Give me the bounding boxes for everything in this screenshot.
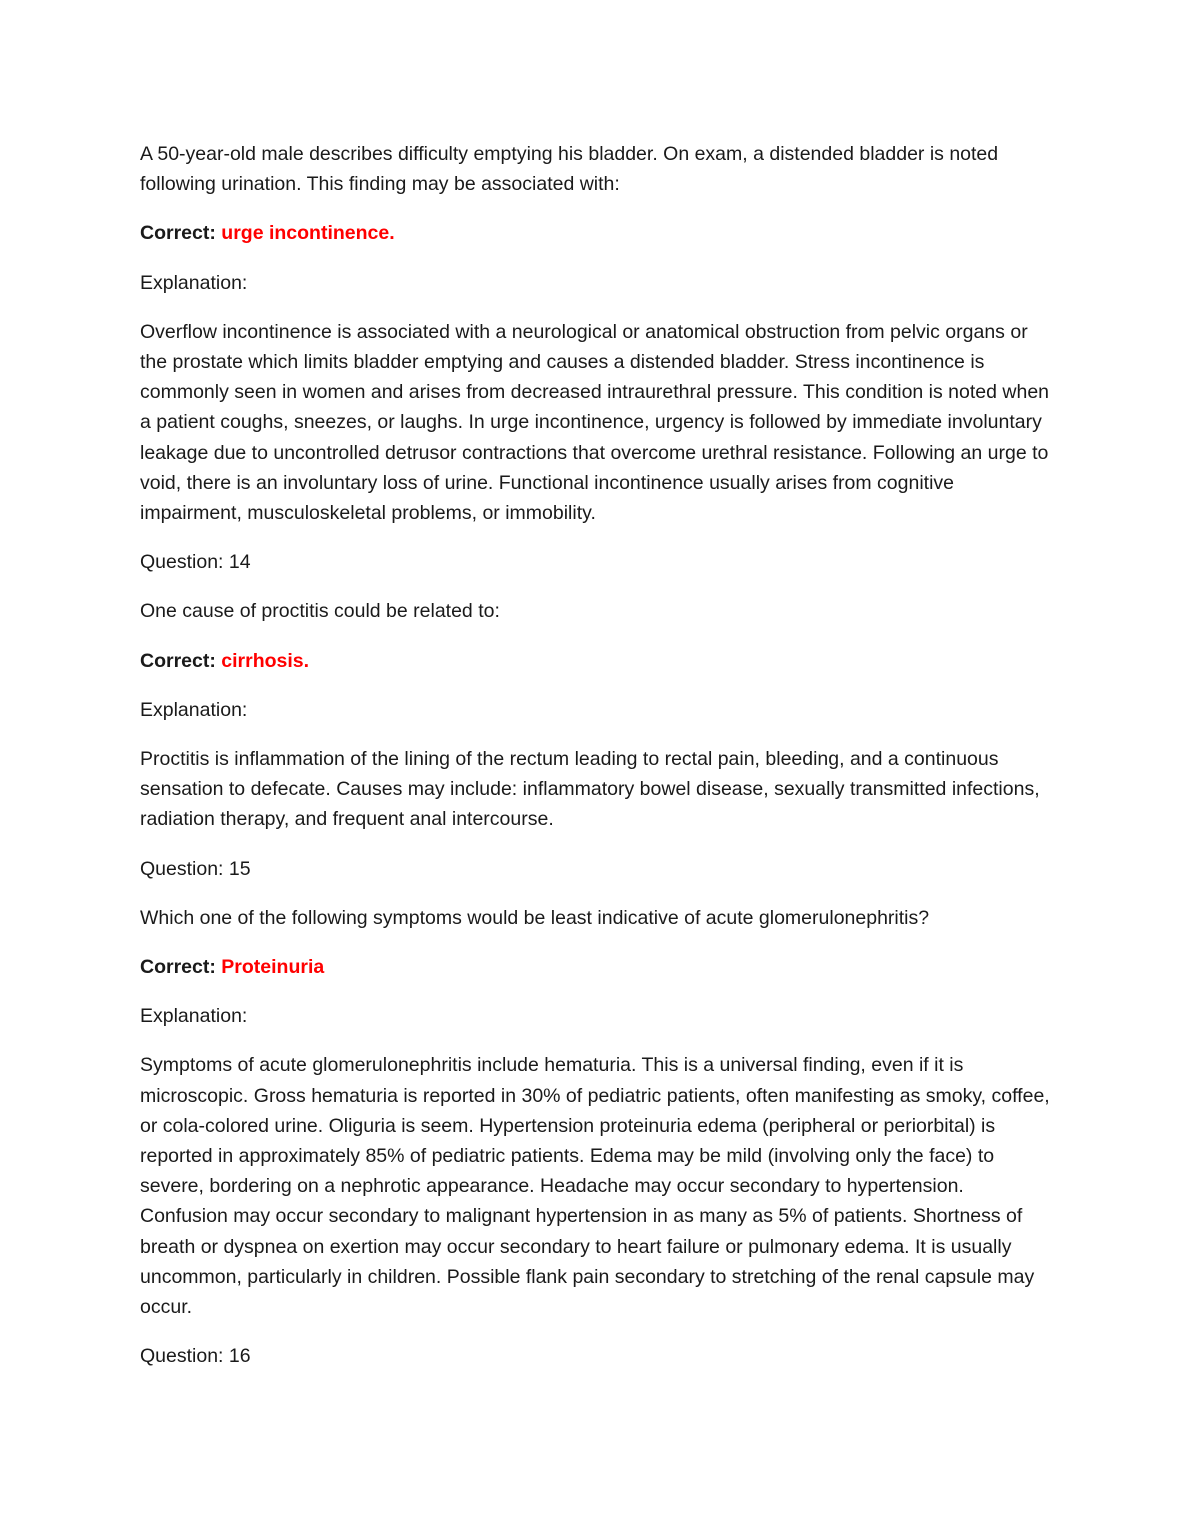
question-14-correct [140, 646, 1055, 676]
question-15-heading: Question: 15 [140, 857, 251, 880]
correct-answer: Proteinuria [221, 956, 325, 979]
correct-label: Correct: [140, 222, 216, 245]
document-page [140, 139, 1055, 1391]
question-15-explanation-label: Explanation: [140, 1005, 248, 1028]
question-15-explanation: Symptoms of acute glomerulonephritis include hematuria. This is a universal finding, even if it is microscopic. Gross hematuria is reported in 30% of pediatric patients, often manifesting as smoky, coffee, or cola-colored urine. Oliguria is seem. Hypertension proteinuria edema (peripheral or periorbital) is reported in approximately 85% of pediatric patients. Edema may be mild (involving only the face) to severe, bordering on a nephrotic appearance. Headache may occur secondary to hypertension. Confusion may occur secondary to malignant hypertension in as many as 5% of patients. Shortness of breath or dyspnea on exertion may occur secondary to heart failure or pulmonary edema. It is usually uncommon, particularly in children. Possible flank pain secondary to stretching of the renal capsule may occur. [140, 1054, 1050, 1319]
correct-answer: cirrhosis. [221, 649, 310, 672]
question-14-stem: One cause of proctitis could be related to: [140, 600, 500, 623]
question-13-explanation: Overflow incontinence is associated with a neurological or anatomical obstruction from pelvic organs or the prostate which limits bladder emptying and causes a distended bladder. Stress incontinence is commonly seen in women and arises from decreased intraurethral pressure. This condition is noted when a patient coughs, sneezes, or laughs. In urge incontinence, urgency is followed by immediate involuntary leakage due to uncontrolled detrusor contractions that overcome urethral resistance. Following an urge to void, there is an involuntary loss of urine. Functional incontinence usually arises from cognitive impairment, musculoskeletal problems, or immobility. [140, 320, 1050, 525]
question-13-stem: A 50-year-old male describes difficulty emptying his bladder. On exam, a distended bladder is noted following urination. This finding may be associated with: [140, 143, 999, 196]
question-15-correct [140, 952, 1055, 982]
question-14-heading: Question: 14 [140, 551, 251, 574]
correct-label: Correct: [140, 649, 216, 672]
question-16-heading: Question: 16 [140, 1345, 251, 1368]
question-14-explanation: Proctitis is inflammation of the lining of the rectum leading to rectal pain, bleeding, and a continuous sensation to defecate. Causes may include: inflammatory bowel disease, sexually transmitted infections, radiation therapy, and frequent anal intercourse. [140, 748, 1040, 831]
question-15-stem: Which one of the following symptoms would be least indicative of acute glomerulonephritis? [140, 906, 930, 929]
question-14-explanation-label: Explanation: [140, 698, 248, 721]
correct-answer: urge incontinence. [221, 222, 395, 245]
correct-label: Correct: [140, 956, 216, 979]
question-13-correct [140, 218, 1055, 248]
question-13-explanation-label: Explanation: [140, 271, 248, 294]
